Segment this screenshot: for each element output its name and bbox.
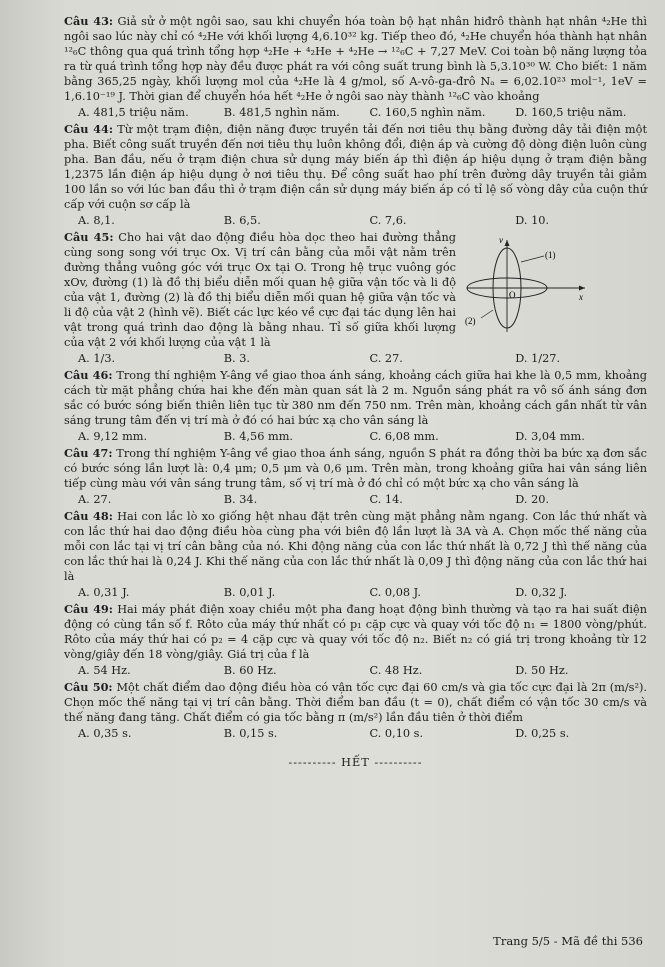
v-axis-arrow [505,240,510,246]
choice-a: A. 0,35 s. [78,727,132,740]
choice-a: A. 8,1. [78,214,115,227]
choice-c: C. 0,08 J. [369,586,421,599]
answer-choices [64,351,647,366]
x-label: x [579,292,583,302]
question-text: Câu 50: Một chất điểm dao động điều hòa có vận tốc cực đại 60 cm/s và gia tốc cực đại là 2π (m/s²). Chọn mốc thế năng tại vị trí cân bằng. Thời điểm ban đầu (t = 0), chất điểm có vận tốc 30 cm/s và thế năng đang tăng. Chất điểm có gia tốc bằng π (m/s²) lần đầu tiên ở thời điểm [64,680,647,724]
choice-d: D. 0,32 J. [515,586,568,599]
choice-c: C. 6,08 mm. [369,430,439,443]
question-number: Câu 44: [64,122,114,136]
choice-d: D. 3,04 mm. [515,430,585,443]
choice-b: B. 60 Hz. [223,664,277,677]
choice-d: D. 0,25 s. [515,727,570,740]
end-marker: ---------- HẾT ---------- [288,756,423,769]
answer-choices [64,663,647,678]
choice-d: D. 10. [515,214,550,227]
question-number: Câu 46: [64,368,113,382]
question-49 [64,602,647,678]
question-47 [64,446,647,507]
choice-a: A. 9,12 mm. [78,430,148,443]
answer-choices [64,105,647,120]
choice-b: B. 0,15 s. [223,727,278,740]
v-label: v [499,236,503,245]
choice-c: C. 48 Hz. [369,664,423,677]
question-number: Câu 49: [64,602,113,616]
question-43 [64,14,647,120]
choice-c: C. 160,5 nghìn năm. [369,106,486,119]
choice-a: A. 54 Hz. [78,664,131,677]
choice-d: D. 160,5 triệu năm. [515,106,627,119]
choice-a: A. 27. [78,493,112,506]
question-48 [64,509,647,600]
question-text: Câu 45: Cho hai vật dao động điều hòa dọc theo hai đường thẳng cùng song song với trục Ox. Vị trí cân bằng của mỗi vật nằm trên đường thẳng vuông góc với trục Ox tại O. Trong hệ trục vuông góc xOv, đường (1) là đồ thị biểu diễn mối quan hệ giữa vận tốc và li độ của vật 1, đường (2) là đồ thị biểu diễn mối quan hệ giữa vận tốc và li độ của vật 2 (hình vẽ). Biết các lực kéo về cực đại tác dụng lên hai vật trong quá trình dao động là bằng nhau. Tỉ số giữa khối lượng của vật 2 với khối lượng của vật 1 là [64,230,456,349]
x-axis-arrow [579,286,585,291]
answer-choices [64,585,647,600]
question-number: Câu 43: [64,14,114,28]
question-46 [64,368,647,444]
question-text: Câu 46: Trong thí nghiệm Y-âng về giao thoa ánh sáng, khoảng cách giữa hai khe là 0,5 mm, khoảng cách từ mặt phẳng chứa hai khe đến màn quan sát là 2 m. Nguồn sáng phát ra vô số ánh sáng đơn sắc có bước sóng biến thiên liên tục từ 380 nm đến 750 nm. Trên màn, khoảng cách gần nhất từ vân sáng trung tâm đến vị trí mà ở đó có hai bức xạ cho vân sáng là [64,368,647,427]
question-text: Câu 43: Giả sử ở một ngôi sao, sau khi chuyển hóa toàn bộ hạt nhân hiđrô thành hạt nhân ⁴₂He thì ngôi sao lúc này chỉ có ⁴₂He với khối lượng 4,6.10³² kg. Tiếp theo đó, ⁴₂He chuyển hóa thành hạt nhân ¹²₆C thông qua quá trình tổng hợp ⁴₂He + ⁴₂He + ⁴₂He → ¹²₆C + 7,27 MeV. Coi toàn bộ năng lượng tỏa ra từ quá trình tổng hợp này đều được phát ra với công suất trung bình là 5,3.10³⁰ W. Cho biết: 1 năm bằng 365,25 ngày, khối lượng mol của ⁴₂He là 4 g/mol, số A-vô-ga-đrô Nₐ = 6,02.10²³ mol⁻¹, 1eV = 1,6.10⁻¹⁹ J. Thời gian để chuyển hóa hết ⁴₂He ở ngôi sao này thành ¹²₆C vào khoảng [64,14,647,103]
choice-d: D. 50 Hz. [515,664,569,677]
page-footer: Trang 5/5 - Mã đề thi 536 [493,934,643,948]
label-1-pointer [521,256,544,262]
choice-b: B. 4,56 mm. [223,430,293,443]
question-45 [64,230,647,366]
velocity-position-graph [459,236,591,336]
choice-c: C. 0,10 s. [369,727,424,740]
answer-choices [64,726,647,741]
choice-b: B. 481,5 nghìn năm. [223,106,340,119]
question-text: Câu 49: Hai máy phát điện xoay chiều một pha đang hoạt động bình thường và tạo ra hai suất điện động có cùng tần số f. Rôto của máy thứ nhất có p₁ cặp cực và quay với tốc độ n₁ = 1800 vòng/phút. Rôto của máy thứ hai có p₂ = 4 cặp cực và quay với tốc độ n₂. Biết n₂ có giá trị trong khoảng từ 12 vòng/giây đến 18 vòng/giây. Giá trị của f là [64,602,647,661]
choice-c: C. 7,6. [369,214,407,227]
question-number: Câu 50: [64,680,113,694]
question-text: Câu 44: Từ một trạm điện, điện năng được truyền tải đến nơi tiêu thụ bằng đường dây tải điện một pha. Biết công suất truyền đến nơi tiêu thụ luôn không đổi, điện áp và cường độ dòng điện luôn cùng pha. Ban đầu, nếu ở trạm điện chưa sử dụng máy biến áp thì điện áp hiệu dụng ở trạm điện bằng 1,2375 lần điện áp hiệu dụng ở nơi tiêu thụ. Để công suất hao phí trên đường dây truyền tải giảm 100 lần so với lúc ban đầu thì ở trạm điện cần sử dụng máy biến áp có tỉ lệ số vòng dây của cuộn thứ cấp với cuộn sơ cấp là [64,122,647,211]
question-44 [64,122,647,228]
question-text: Câu 47: Trong thí nghiệm Y-âng về giao thoa ánh sáng, nguồn S phát ra đồng thời ba bức xạ đơn sắc có bước sóng lần lượt là: 0,4 μm; 0,5 μm và 0,6 μm. Trên màn, trong khoảng giữa hai vân sáng liên tiếp cùng màu với vân sáng trung tâm, số vị trí mà ở đó chỉ có một bức xạ cho vân sáng là [64,446,647,490]
answer-choices [64,429,647,444]
question-50 [64,680,647,741]
curve-1-label: (1) [545,250,556,260]
choice-c: C. 27. [369,352,403,365]
curve-2-label: (2) [465,316,476,326]
origin-label: O [509,290,516,300]
choice-b: B. 6,5. [223,214,261,227]
choice-b: B. 34. [223,493,258,506]
question-number: Câu 45: [64,230,114,244]
choice-a: A. 0,31 J. [78,586,130,599]
label-2-pointer [481,310,493,318]
question-number: Câu 48: [64,509,113,523]
answer-choices [64,213,647,228]
choice-b: B. 0,01 J. [223,586,276,599]
choice-d: D. 1/27. [515,352,561,365]
choice-a: A. 481,5 triệu năm. [78,106,189,119]
choice-b: B. 3. [223,352,251,365]
choice-d: D. 20. [515,493,550,506]
question-number: Câu 47: [64,446,113,460]
question-text: Câu 48: Hai con lắc lò xo giống hệt nhau đặt trên cùng mặt phẳng nằm ngang. Con lắc thứ nhất và con lắc thứ hai dao động điều hòa cùng pha với biên độ lần lượt là 3A và A. Chọn mốc thế năng của mỗi con lắc tại vị trí cân bằng của nó. Khi động năng của con lắc thứ nhất là 0,72 J thì thế năng của con lắc thứ hai là 0,24 J. Khi thế năng của con lắc thứ nhất là 0,09 J thì động năng của con lắc thứ hai là [64,509,647,583]
choice-a: A. 1/3. [78,352,116,365]
choice-c: C. 14. [369,493,403,506]
answer-choices [64,492,647,507]
